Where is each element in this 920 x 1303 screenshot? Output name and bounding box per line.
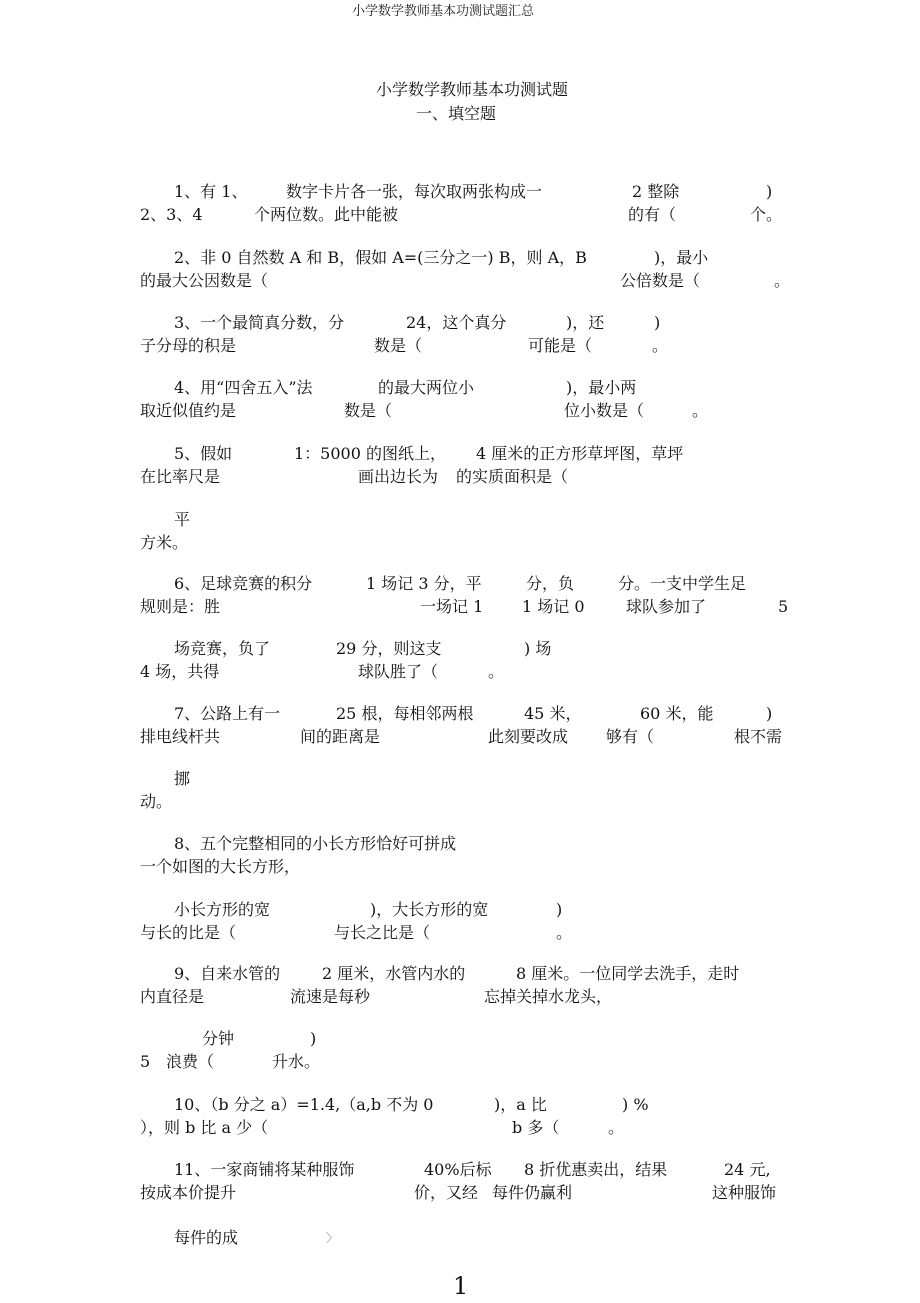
q6-text: 4 场，共得 [140, 662, 220, 681]
q6-blank: 球队胜了（ [358, 662, 439, 681]
q7-text: 排电线杆共 [140, 727, 221, 746]
q7-text: 60 米，能 [640, 704, 714, 723]
q10-blank: ），则 b 比 a 少（ [140, 1118, 269, 1137]
q6-text: 分。一支中学生足 [618, 574, 747, 593]
q3-text: 3、一个最简真分数，分 [174, 313, 345, 332]
q2-text: )，最小 [654, 248, 709, 267]
q5-text: 1：5000 的图纸上， [294, 444, 446, 463]
q9-text: 忘掉关掉水龙头， [484, 987, 613, 1006]
q4-text: 4、用“四舍五入”法 [174, 378, 313, 397]
q6-text: 规则是：胜 [140, 597, 221, 616]
q5-blank: 的实质面积是（ [456, 467, 569, 486]
q2-blank: 公倍数是（ [620, 271, 701, 290]
q1-text: 个两位数。此中能被 [254, 205, 399, 224]
q3-text: 24，这个真分 [406, 313, 507, 332]
q8-bracket: ) [556, 900, 563, 919]
q2-text: 2、非 0 自然数 A 和 B，假如 A=(三分之一) B，则 A，B [174, 248, 587, 267]
q10-text: 。 [608, 1118, 625, 1137]
q10-blank: b 多（ [512, 1118, 560, 1137]
q6-text: 6、足球竞赛的积分 [174, 574, 313, 593]
q9-blank: 浪费（ [166, 1052, 215, 1071]
q8-text: 小长方形的宽 [174, 900, 271, 919]
q9-text: 2 厘米，水管内水的 [322, 964, 466, 983]
q9-text: 分钟 [202, 1029, 235, 1048]
q9-text: 流速是每秒 [290, 987, 371, 1006]
q7-text: 45 米， [524, 704, 582, 723]
q7-bracket: ) [766, 704, 773, 723]
running-header: 小学数学教师基本功测试题汇总 [352, 4, 535, 19]
q11-text: 每件仍赢利 [492, 1183, 573, 1202]
q1-blank: 的有（ [628, 205, 677, 224]
q11-text: 24 元, [724, 1160, 771, 1179]
q8-text: 8、五个完整相同的小长方形恰好可拼成 [174, 834, 457, 853]
q4-blank: 数是（ [344, 401, 393, 420]
q1-bracket: ) [766, 182, 773, 201]
q4-text: )，最小两 [566, 378, 637, 397]
q11-text: 40%后标 [424, 1160, 492, 1179]
q2-text: 。 [774, 271, 791, 290]
q5-text: 在比率尺是 [140, 467, 221, 486]
q6-text: 1 场记 3 分，平 [366, 574, 482, 593]
q9-text: 内直径是 [140, 987, 205, 1006]
q9-text: 9、自来水管的 [174, 964, 281, 983]
q6-text: 。 [488, 662, 505, 681]
q1-text: 1、有 1、 [174, 182, 248, 201]
q11-text: 每件的成 [174, 1228, 239, 1247]
q11-text: 这种服饰 [712, 1183, 777, 1202]
q10-text: ) % [622, 1095, 649, 1114]
q9-bracket: ) [310, 1029, 317, 1048]
q8-text: 。 [556, 923, 573, 942]
q10-text: )，a 比 [494, 1095, 547, 1114]
q11-text: 价，又经 [414, 1183, 479, 1202]
q8-text: 一个如图的大长方形， [140, 857, 301, 876]
q1-text: 个。 [750, 205, 783, 224]
q5-text: 画出边长为 [358, 467, 439, 486]
q9-text: 5 [140, 1052, 151, 1071]
q6-text: 5 [778, 597, 789, 616]
q6-text: 一场记 1 [420, 597, 484, 616]
q3-text: )，还 [566, 313, 605, 332]
q11-text: 11、一家商铺将某种服饰 [174, 1160, 355, 1179]
q11-bracket: 〉 [326, 1231, 339, 1245]
q3-blank: 可能是（ [528, 336, 593, 355]
q7-text: 7、公路上有一 [174, 704, 281, 723]
q5-text: 4 厘米的正方形草坪图，草坪 [476, 444, 684, 463]
q4-text: 取近似值约是 [140, 401, 237, 420]
q1-text: 2 整除 [632, 182, 680, 201]
q7-blank: 够有（ [606, 727, 655, 746]
q7-text: 间的距离是 [300, 727, 381, 746]
q6-text: 29 分，则这支 [336, 639, 442, 658]
q7-text: 根不需 [734, 727, 783, 746]
q1-text: 2、3、4 [140, 205, 203, 224]
q1-text: 数字卡片各一张，每次取两张构成一 [286, 182, 543, 201]
q9-text: 8 厘米。一位同学去洗手，走时 [516, 964, 740, 983]
q7-text: 25 根，每相邻两根 [336, 704, 474, 723]
q5-text: 5、假如 [174, 444, 233, 463]
q3-text: 。 [652, 336, 669, 355]
q6-text: 1 场记 0 [522, 597, 585, 616]
q4-text: 。 [692, 401, 709, 420]
q3-blank: 数是（ [374, 336, 423, 355]
q5-text: 方米。 [140, 533, 189, 552]
q3-text: 子分母的积是 [140, 336, 237, 355]
q2-blank: 的最大公因数是（ [140, 271, 269, 290]
page-title: 小学数学教师基本功测试题 [376, 80, 569, 99]
q8-blank: 与长之比是（ [334, 923, 431, 942]
q10-text: 10、（b 分之 a）=1.4,（a,b 不为 0 [174, 1095, 434, 1114]
q6-text: 分，负 [526, 574, 575, 593]
q4-text: 的最大两位小 [378, 378, 475, 397]
q6-text: 球队参加了 [626, 597, 707, 616]
q11-text: 8 折优惠卖出，结果 [524, 1160, 668, 1179]
page-number: 1 [453, 1272, 469, 1300]
q6-text: ) 场 [524, 639, 552, 658]
q8-blank: 与长的比是（ [140, 923, 237, 942]
q8-text: )，大长方形的宽 [370, 900, 489, 919]
section-heading: 一、填空题 [416, 104, 497, 123]
q5-text: 平 [174, 510, 191, 529]
q11-text: 按成本价提升 [140, 1183, 237, 1202]
q7-text: 动。 [140, 792, 173, 811]
q7-text: 挪 [174, 769, 191, 788]
q3-bracket: ) [654, 313, 661, 332]
q9-text: 升水。 [272, 1052, 321, 1071]
q4-blank: 位小数是（ [564, 401, 645, 420]
q6-text: 场竞赛，负了 [174, 639, 271, 658]
q7-text: 此刻要改成 [488, 727, 569, 746]
